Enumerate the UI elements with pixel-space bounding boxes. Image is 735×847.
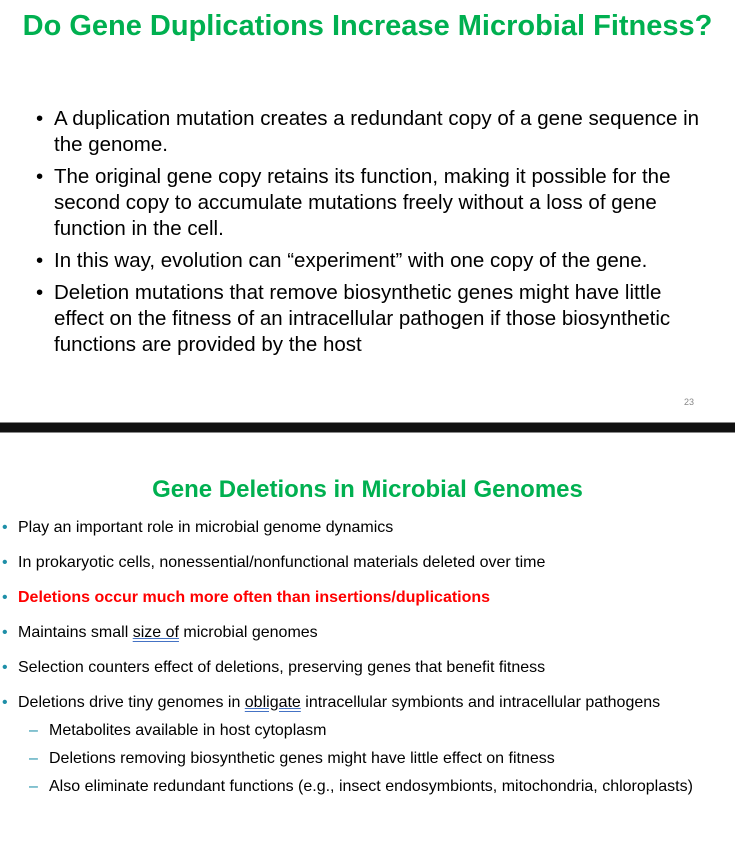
- bullet-text: Play an important role in microbial genome dynamics: [18, 519, 394, 536]
- sub-bullet-text: Deletions removing biosynthetic genes might have little effect on fitness: [49, 750, 555, 767]
- bullet: • Selection counters effect of deletions, preserving genes that benefit fitness: [2, 659, 546, 676]
- slide-1-title: Do Gene Duplications Increase Microbial Fitness?: [22, 10, 713, 42]
- bullet: • In prokaryotic cells, nonessential/nonfunctional materials deleted over time: [2, 554, 546, 571]
- slide-2-bullets: [0, 517, 720, 811]
- bullet-text: In prokaryotic cells, nonessential/nonfunctional materials deleted over time: [18, 554, 546, 571]
- grammar-flag[interactable]: size of: [132, 624, 179, 641]
- bullet: • Maintains small size of microbial genomes: [2, 624, 318, 641]
- bullet-text: Deletions drive tiny genomes in: [18, 694, 245, 711]
- bullet: • Play an important role in microbial genome dynamics: [2, 519, 394, 536]
- bullet: • In this way, evolution can “experiment” with one copy of the gene.: [36, 248, 716, 274]
- bullet: • Deletion mutations that remove biosynthetic genes might have little effect on the fitness of an intracellular pathogen if those biosynthetic functions are provided by the host: [36, 280, 716, 358]
- slide-2-title: Gene Deletions in Microbial Genomes: [152, 476, 583, 503]
- bullet: • The original gene copy retains its function, making it possible for the second copy to accumulate mutations freely without a loss of gene function in the cell.: [36, 164, 716, 242]
- sub-bullet-text: Metabolites available in host cytoplasm: [49, 722, 327, 739]
- bullet: • Deletions drive tiny genomes in obligate intracellular symbionts and intracellular pathogens – Metabolites available in host cytoplasm – Deletions removing biosynthetic genes might have little effect on fitness – Also eliminate redundant functions (e.g., insect endosymbionts, mitochondria, chloroplasts): [0, 692, 720, 798]
- sub-bullet: – Also eliminate redundant functions (e.g., insect endosymbionts, mitochondria, chloroplasts): [29, 778, 693, 795]
- sub-bullet: – Deletions removing biosynthetic genes might have little effect on fitness: [29, 750, 555, 767]
- slide-1-bullets: [36, 106, 716, 364]
- sub-bullet: – Metabolites available in host cytoplasm: [29, 722, 327, 739]
- bullet-highlighted: • Deletions occur much more often than insertions/duplications: [2, 589, 491, 606]
- sub-bullets: [18, 720, 720, 798]
- bullet: • A duplication mutation creates a redundant copy of a gene sequence in the genome.: [36, 106, 716, 158]
- page-number: 23: [684, 397, 695, 407]
- sub-bullet-text: Also eliminate redundant functions (e.g., insect endosymbionts, mitochondria, chloroplasts): [49, 778, 693, 795]
- bullet-text: Selection counters effect of deletions, preserving genes that benefit fitness: [18, 659, 546, 676]
- bullet-text: Deletions occur much more often than insertions/duplications: [18, 589, 491, 606]
- slide-divider: [0, 422, 735, 433]
- bullet-text: intracellular symbionts and intracellular pathogens: [300, 694, 661, 711]
- grammar-flag[interactable]: obligate: [244, 694, 301, 711]
- bullet-text: microbial genomes: [178, 624, 318, 641]
- bullet-text: Maintains small: [18, 624, 133, 641]
